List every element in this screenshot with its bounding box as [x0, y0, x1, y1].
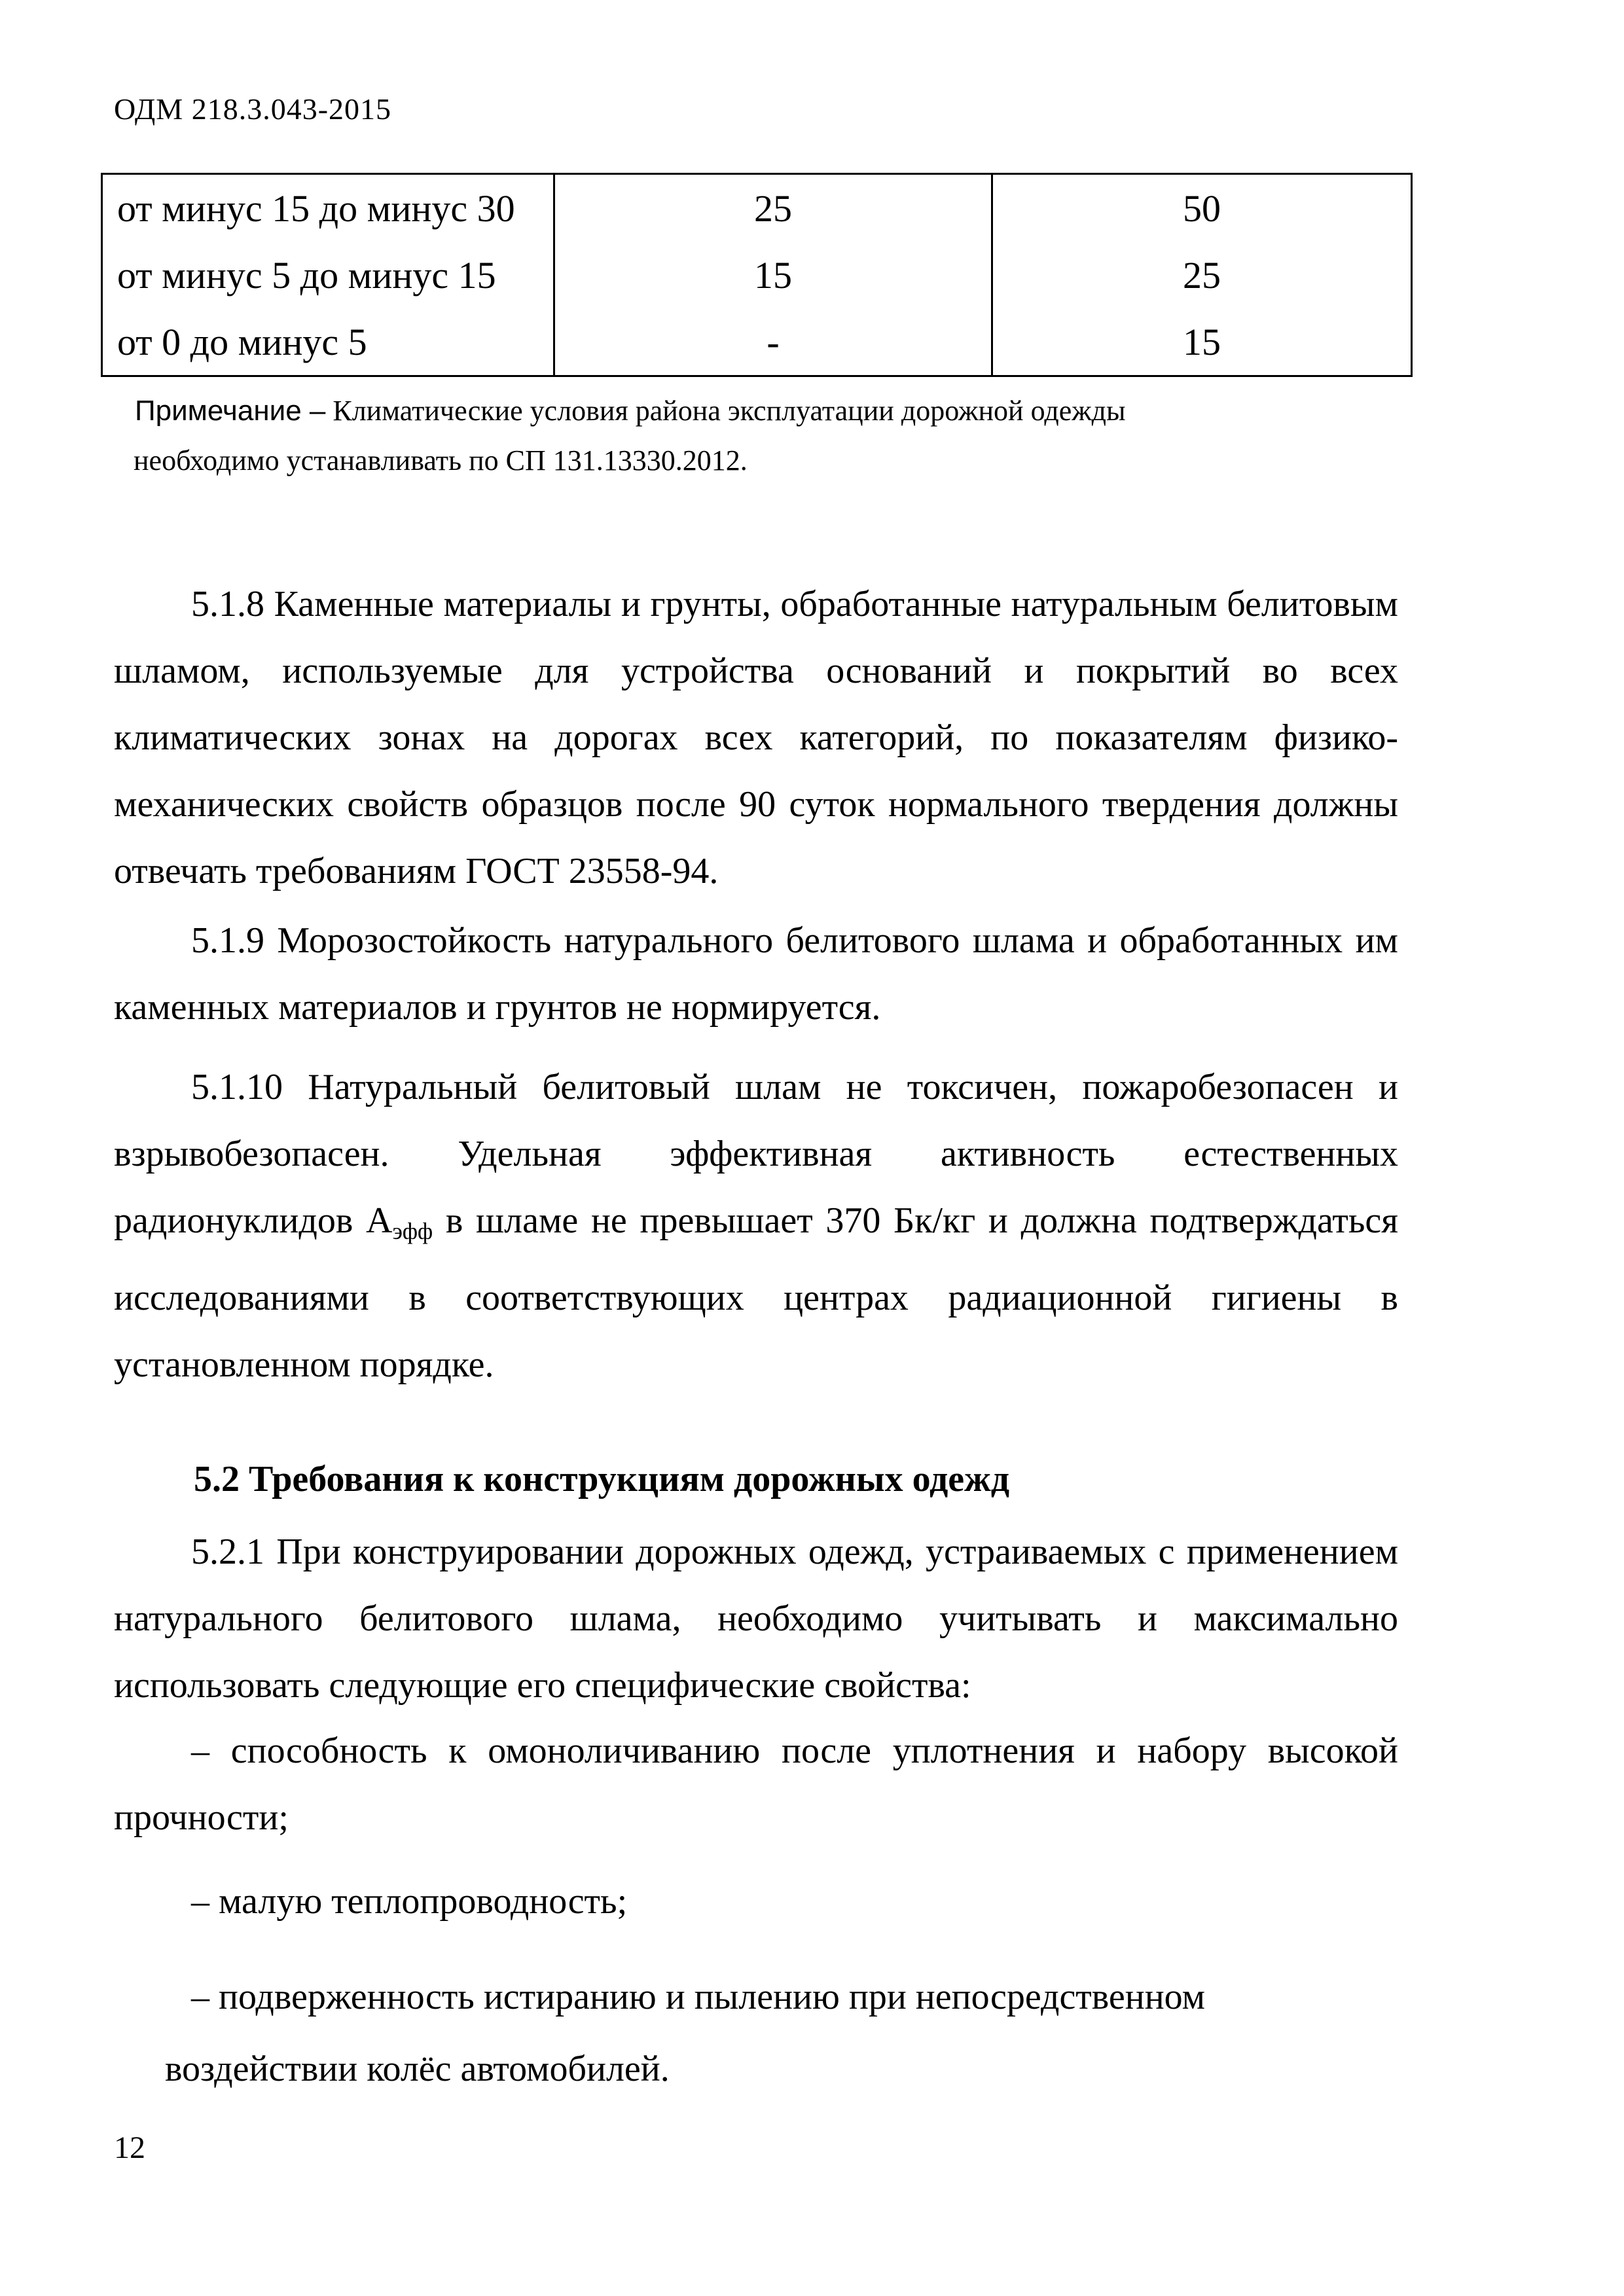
- bullet-text: – способность к омоноличиванию после уплотнения и набору высокой прочности;: [114, 1731, 1398, 1838]
- document-code-header: ОДМ 218.3.043-2015: [114, 92, 392, 126]
- paragraph-text: 5.1.8 Каменные материалы и грунты, обработанные натуральным белитовым шламом, используемые для устройства оснований и покрытий во всех климатических зонах на дорогах всех категорий, по показателям физико-механических свойств образцов после 90 суток нормального твердения должны отвечать требованиям ГОСТ 23558-94.: [114, 584, 1398, 891]
- table-cell-value: 50: [992, 174, 1412, 242]
- table-cell-value: 15: [554, 242, 992, 308]
- bullet-item-2: – малую теплопроводность;: [191, 1881, 628, 1922]
- table-cell-value: -: [554, 308, 992, 376]
- table-note: [135, 378, 1401, 444]
- bullet-item-3-line2: воздействии колёс автомобилей.: [165, 2049, 670, 2089]
- table-cell-condition: от 0 до минус 5: [102, 308, 554, 376]
- paragraph-text: 5.1.10 Натуральный белитовый шлам не токсичен, пожаробезопасен и взрывобезопасен. Удельная эффективная активность естественных радионуклидов А: [114, 1067, 1398, 1241]
- bullet-item-3-line1: – подверженность истиранию и пылению при непосредственном: [191, 1977, 1206, 2017]
- paragraph-5-1-8: [114, 571, 1398, 905]
- paragraph-5-2-1: [114, 1518, 1398, 1719]
- subscript-eff: эфф: [392, 1218, 433, 1244]
- paragraph-text: 5.1.9 Морозостойкость натурального белитового шлама и обработанных им каменных материалов и грунтов не нормируется.: [114, 920, 1398, 1028]
- table-cell-condition: от минус 5 до минус 15: [102, 242, 554, 308]
- table-cell-value: 25: [992, 242, 1412, 308]
- table-cell-value: 25: [554, 174, 992, 242]
- bullet-item-1: [114, 1717, 1398, 1851]
- section-heading-5-2: 5.2 Требования к конструкциям дорожных одежд: [194, 1459, 1010, 1499]
- note-text-line2: необходимо устанавливать по СП 131.13330.2012.: [134, 444, 748, 476]
- table-row: [102, 242, 1412, 308]
- note-text-line1: Климатические условия района эксплуатации дорожной одежды: [333, 395, 1126, 427]
- paragraph-5-1-10: [114, 1054, 1398, 1398]
- paragraph-5-1-9: [114, 907, 1398, 1041]
- paragraph-text: 5.2.1 При конструировании дорожных одежд, устраиваемых с применением натурального белитового шлама, необходимо учитывать и максимально использовать следующие его специфические свойства:: [114, 1532, 1398, 1706]
- climate-table: [101, 173, 1413, 377]
- table-cell-condition: от минус 15 до минус 30: [102, 174, 554, 242]
- table-cell-value: 15: [992, 308, 1412, 376]
- table-row: [102, 174, 1412, 242]
- note-label: Примечание –: [135, 395, 326, 427]
- paragraph-text: в шламе не превышает 370 Бк/кг и должна подтверждаться исследованиями в соответствующих центрах радиационной гигиены в установленном порядке.: [114, 1200, 1399, 1385]
- page-number: 12: [114, 2130, 145, 2165]
- table-row: [102, 308, 1412, 376]
